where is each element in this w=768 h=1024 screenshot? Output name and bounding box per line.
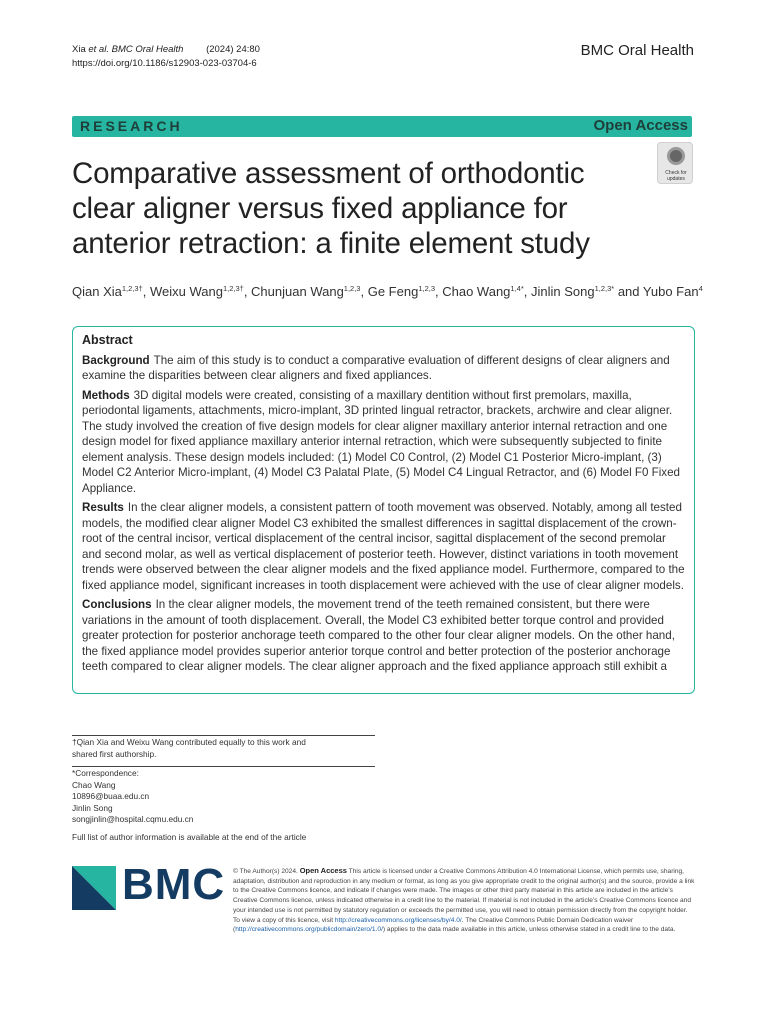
abstract-box — [72, 326, 695, 694]
footnote-rule — [72, 766, 375, 767]
corr-author-name: Jinlin Song — [72, 802, 113, 813]
badge-line-1: Check for — [665, 170, 687, 176]
citation-line — [72, 43, 260, 57]
author[interactable]: Qian Xia$^{1,2,3\dagger}$ — [72, 284, 143, 299]
author[interactable]: Weixu Wang$^{1,2,3\dagger}$ — [149, 284, 244, 299]
badge-line-2: updates — [667, 176, 685, 182]
author[interactable]: Jinlin Song$^{1,2,3*}$ — [531, 284, 615, 299]
author-info-note: Full list of author information is available at the end of the article — [72, 832, 307, 842]
open-access-label: Open Access — [593, 117, 688, 134]
bmc-logo-mark-icon — [72, 866, 116, 910]
check-updates-icon — [667, 147, 685, 165]
corr-author-name: Chao Wang — [72, 779, 116, 790]
article-type-label: RESEARCH — [80, 118, 183, 134]
correspondence-label: *Correspondence: — [72, 768, 139, 778]
article-title: Comparative assessment of orthodontic clear aligner versus fixed appliance for anterior retraction: a finite element study — [72, 157, 590, 260]
citation-year: (2024) 24:80 — [206, 44, 260, 55]
author-list: Qian Xia$^{1,2,3\dagger}$, Weixu Wang$^{1,2,3\dagger}$, Chunjuan Wang$^{1,2,3}$, Ge Feng$^{1,2,3}$, Chao Wang$^{1,4*}$, Jinlin Song$^{1,2,3*}$ and Yubo Fan$^4$ — [72, 284, 703, 299]
et-al: et al. — [88, 44, 109, 55]
cc-zero-link[interactable]: http://creativecommons.org/publicdomain/zero/1.0/ — [235, 926, 383, 934]
doi-link[interactable]: https://doi.org/10.1186/s12903-023-03704-6 — [72, 58, 257, 69]
equal-contribution-note: †Qian Xia and Weixu Wang contributed equally to this work and shared first authorship. — [72, 737, 306, 759]
journal-title: BMC Oral Health — [580, 42, 694, 59]
correspondence-block — [72, 768, 193, 826]
author-short: Xia — [72, 44, 86, 55]
bmc-logo-text: BMC — [122, 860, 226, 909]
abstract-heading: Abstract — [82, 333, 133, 347]
journal-name: BMC Oral Health — [111, 44, 184, 55]
cc-by-link[interactable]: http://creativecommons.org/licenses/by/4.0/ — [334, 916, 462, 924]
license-text: © The Author(s) 2024. Open Access This article is licensed under a Creative Commons Attribution 4.0 International License, which permits use, sharing, adaptation, distribution and reproduction in any medium or format, as long as you give appropriate credit to the original author(s) and the source, provide a link to the Creative Commons licence, and indicate if changes were made. The images or other third party material in this article are included in the article’s Creative Commons licence, unless indicated otherwise in a credit line to the material. If material is not included in the article’s Creative Commons licence and your intended use is not permitted by statutory regulation or exceeds the permitted use, you will need to obtain permission directly from the copyright holder. To view a copy of this licence, visit http://creativecommons.org/licenses/by/4.0/. The Creative Commons Public Domain Dedication waiver (http://creativecommons.org/publicdomain/zero/1.0/) applies to the data made available in this article, unless otherwise stated in a credit line to the data. — [233, 866, 695, 934]
author[interactable]: Chunjuan Wang$^{1,2,3}$ — [251, 284, 361, 299]
author[interactable]: Chao Wang$^{1,4*}$ — [442, 284, 524, 299]
corr-author-email[interactable]: 10896@buaa.edu.cn — [72, 791, 150, 801]
abstract-conclusions: Conclusions In the clear aligner models, the movement trend of the teeth remained consistent, but there were variations in the amount of tooth displacement. Overall, the Model C3 exhibited better torque control and provided greater protection for posterior anchorage teeth compared to the other four clear aligner models. On the other hand, the fixed appliance model provides superior anterior torque control and better protection of the posterior anchorage teeth compared to clear aligner models. The clear aligner approach and the fixed appliance approach still exhibit a — [82, 598, 675, 673]
abstract-background: Background The aim of this study is to conduct a comparative evaluation of different designs of clear aligners and examine the disparities between clear aligners and fixed appliances. — [82, 353, 670, 382]
abstract-results: Results In the clear aligner models, a consistent pattern of tooth movement was observed. Notably, among all tested models, the modified clear aligner Model C3 exhibited the smallest differences in sagittal displacement of the crown-root of the central incisor, vertical displacement of the central incisor, sagittal displacement of the second premolar and second molar, as well as vertical displacement of posterior teeth. However, distinct variations in tooth movement trends were observed between the clear aligner models and the fixed appliance model. Furthermore, compared to the fixed appliance model, significant increases in tooth displacement were achieved with the use of clear aligner models. — [82, 501, 685, 592]
author[interactable]: Ge Feng$^{1,2,3}$ — [367, 284, 435, 299]
corr-author-email[interactable]: songjinlin@hospital.cqmu.edu.cn — [72, 814, 194, 824]
running-header — [72, 43, 260, 71]
abstract-methods: Methods 3D digital models were created, consisting of a maxillary dentition without first premolars, maxilla, periodontal ligaments, attachments, micro-implant, 3D printed lingual retractor, brackets, archwire and clear aligner. The study involved the creation of five design models for clear aligner maxillary anterior internal retraction and one design model for fixed appliance maxillary anterior internal retraction, which were subsequently subjected to finite element analysis. These design models included: (1) Model C0 Control, (2) Model C1 Posterior Micro-implant, (3) Model C2 Anterior Micro-implant, (4) Model C3 Palatal Plate, (5) Model C4 Lingual Retractor, and (6) Model F0 Fixed Appliance. — [82, 388, 680, 495]
article-type-banner — [72, 116, 692, 137]
author[interactable]: Yubo Fan$^4$ — [642, 284, 703, 299]
footnote-rule — [72, 735, 375, 736]
check-for-updates-badge[interactable] — [657, 142, 693, 184]
